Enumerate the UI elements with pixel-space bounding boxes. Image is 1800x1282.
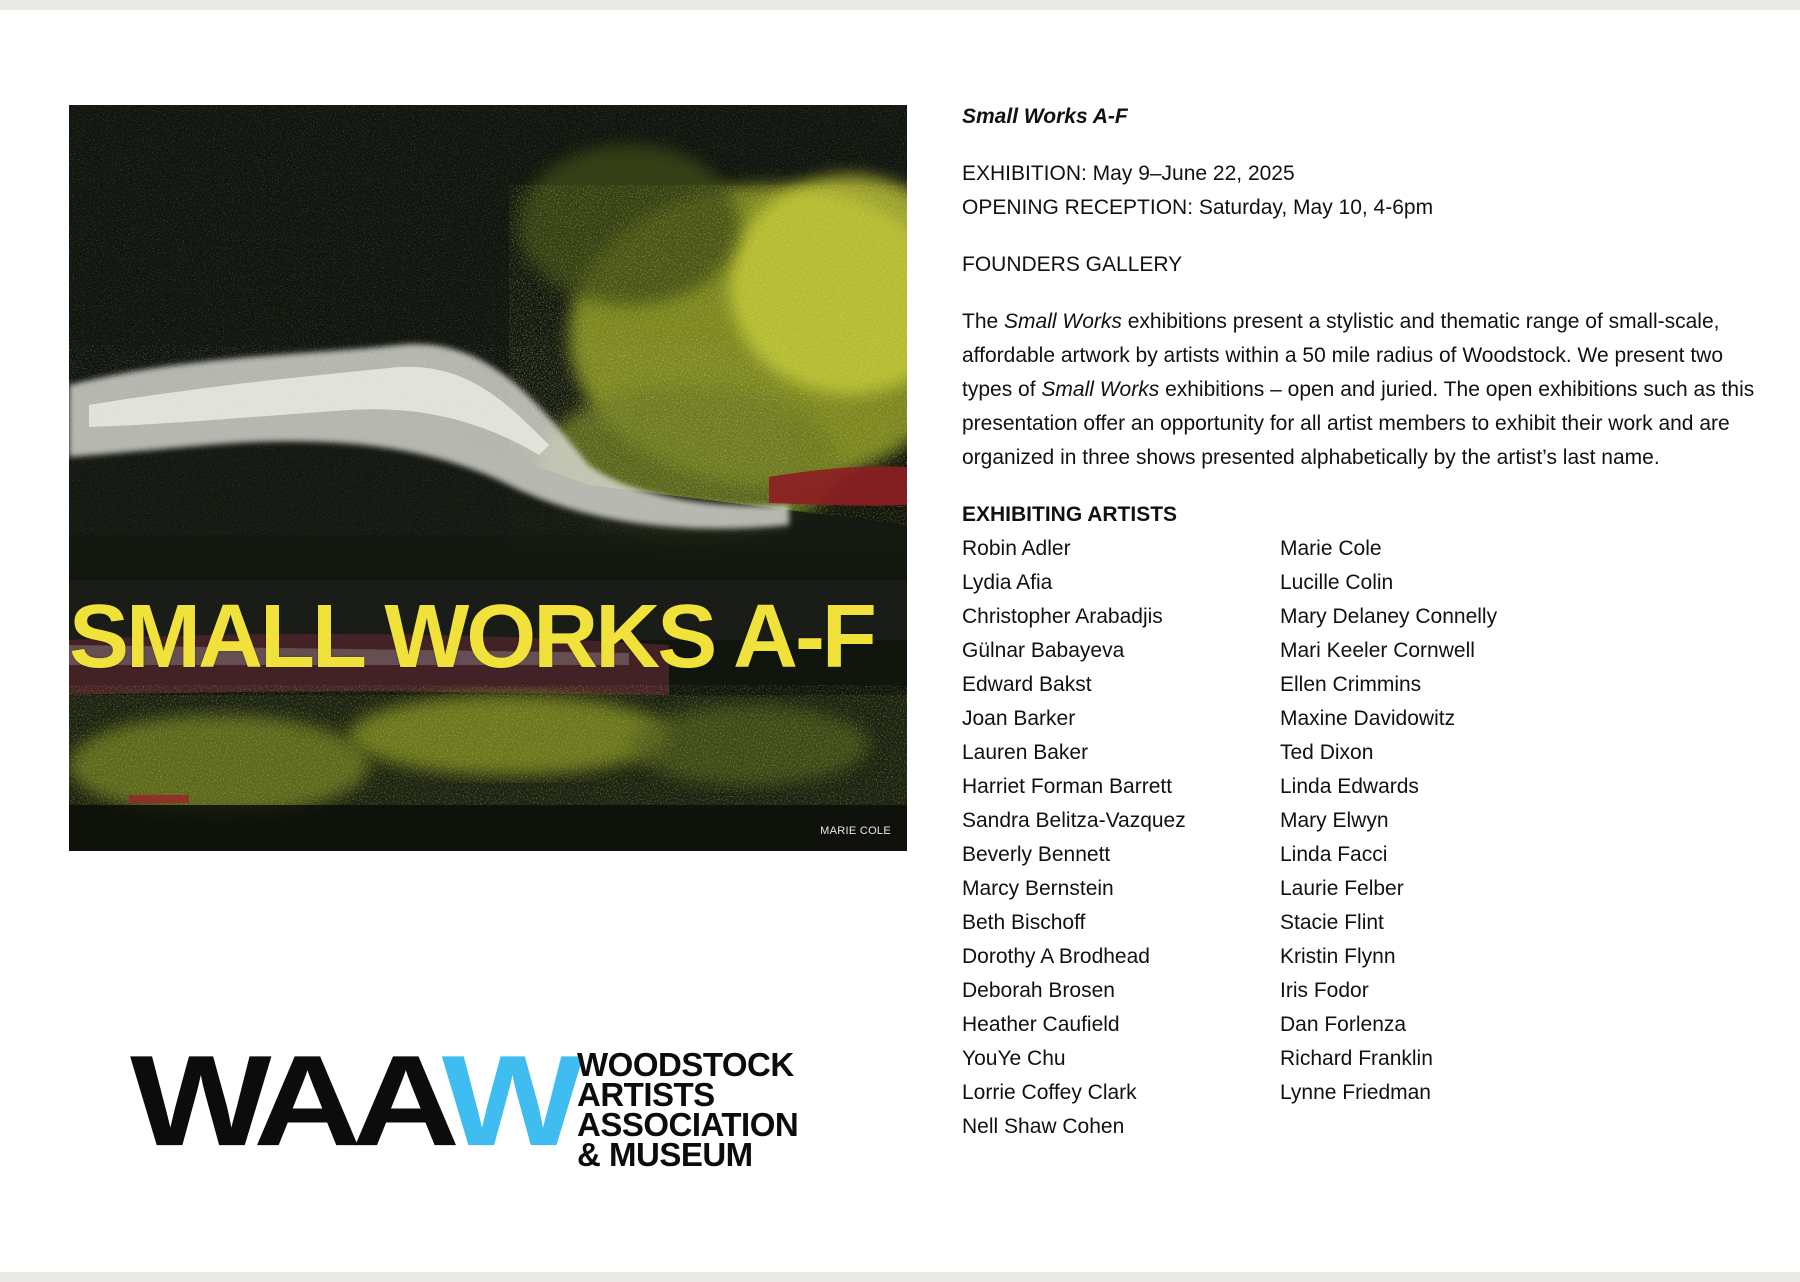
exhibition-date-range: EXHIBITION: May 9–June 22, 2025 <box>962 162 1295 185</box>
description-text: exhibitions – open and juried. The open exhibitions such as this presentation offer an opportunity for all artist members to exhibit their work and are organized in three shows presented alphabetically by the artist’s last name. <box>962 378 1755 469</box>
exhibition-title: Small Works A-F <box>962 105 1128 128</box>
artist-name: YouYe Chu <box>962 1047 1066 1070</box>
artist-name: Beverly Bennett <box>962 843 1111 866</box>
artists-heading: EXHIBITING ARTISTS <box>962 503 1178 526</box>
artist-name: Kristin Flynn <box>1280 945 1396 968</box>
artist-name: Mary Delaney Connelly <box>1280 605 1498 628</box>
logo-wordmark <box>577 1046 799 1173</box>
logo-word: ASSOCIATION <box>577 1106 799 1143</box>
artist-name: Deborah Brosen <box>962 979 1115 1002</box>
artist-name: Harriet Forman Barrett <box>962 775 1173 798</box>
artist-name: Edward Bakst <box>962 673 1092 696</box>
artist-name: Christopher Arabadjis <box>962 605 1163 628</box>
artist-name: Dan Forlenza <box>1280 1013 1407 1036</box>
exhibition-description <box>962 305 1762 475</box>
artist-name: Lydia Afia <box>962 571 1053 594</box>
artist-name: Lucille Colin <box>1280 571 1394 594</box>
waam-logo <box>130 1028 810 1173</box>
logo-mark-black: WAA <box>130 1028 442 1173</box>
artist-name: Linda Edwards <box>1280 775 1419 798</box>
artist-name: Iris Fodor <box>1280 979 1369 1002</box>
artist-name: Marcy Bernstein <box>962 877 1114 900</box>
artists-column-1 <box>962 532 1280 1144</box>
artist-name: Dorothy A Brodhead <box>962 945 1150 968</box>
artist-name: Joan Barker <box>962 707 1076 730</box>
description-italic: Small Works <box>1004 310 1122 333</box>
logo-mark-blue: W <box>441 1028 574 1173</box>
description-text: The <box>962 310 1005 333</box>
description-text: exhibitions present a stylistic and thematic range of small-scale, affordable artwork by artists within a 50 mile radius of Woodstock. We present two types of <box>962 310 1724 401</box>
artist-name: Lynne Friedman <box>1280 1081 1431 1104</box>
artist-name: Lorrie Coffey Clark <box>962 1081 1137 1104</box>
artist-name: Laurie Felber <box>1280 877 1404 900</box>
logo-word: & MUSEUM <box>577 1136 753 1173</box>
artist-name: Mary Elwyn <box>1280 809 1389 832</box>
artist-name: Robin Adler <box>962 537 1071 560</box>
logo-mark <box>130 1028 574 1173</box>
artist-name: Sandra Belitza-Vazquez <box>962 809 1186 832</box>
abstract-painting <box>69 105 907 851</box>
artwork-title-overlay: SMALL WORKS A-F <box>69 592 874 682</box>
artist-name: Gülnar Babayeva <box>962 639 1125 662</box>
opening-reception: OPENING RECEPTION: Saturday, May 10, 4-6pm <box>962 196 1434 219</box>
exhibition-dates <box>962 157 1762 225</box>
artist-name: Linda Facci <box>1280 843 1388 866</box>
exhibition-info <box>962 100 1762 1138</box>
artist-name: Mari Keeler Cornwell <box>1280 639 1475 662</box>
artist-name: Ted Dixon <box>1280 741 1374 764</box>
artist-name: Maxine Davidowitz <box>1280 707 1456 730</box>
logo-word: WOODSTOCK <box>577 1046 794 1083</box>
gallery-name: FOUNDERS GALLERY <box>962 253 1183 276</box>
artist-name: Nell Shaw Cohen <box>962 1115 1125 1138</box>
artist-name: Stacie Flint <box>1280 911 1384 934</box>
artist-name: Marie Cole <box>1280 537 1382 560</box>
exhibition-artwork <box>69 105 907 851</box>
artist-name: Heather Caufield <box>962 1013 1120 1036</box>
artwork-credit: MARIE COLE <box>820 825 891 837</box>
artist-name: Ellen Crimmins <box>1280 673 1422 696</box>
artist-name: Beth Bischoff <box>962 911 1086 934</box>
top-border-band <box>0 0 1800 10</box>
bottom-border-band <box>0 1272 1800 1282</box>
description-italic: Small Works <box>1041 378 1160 401</box>
artist-name: Richard Franklin <box>1280 1047 1433 1070</box>
artist-name: Lauren Baker <box>962 741 1089 764</box>
logo-word: ARTISTS <box>577 1076 715 1113</box>
artists-column-2 <box>1280 532 1598 1110</box>
